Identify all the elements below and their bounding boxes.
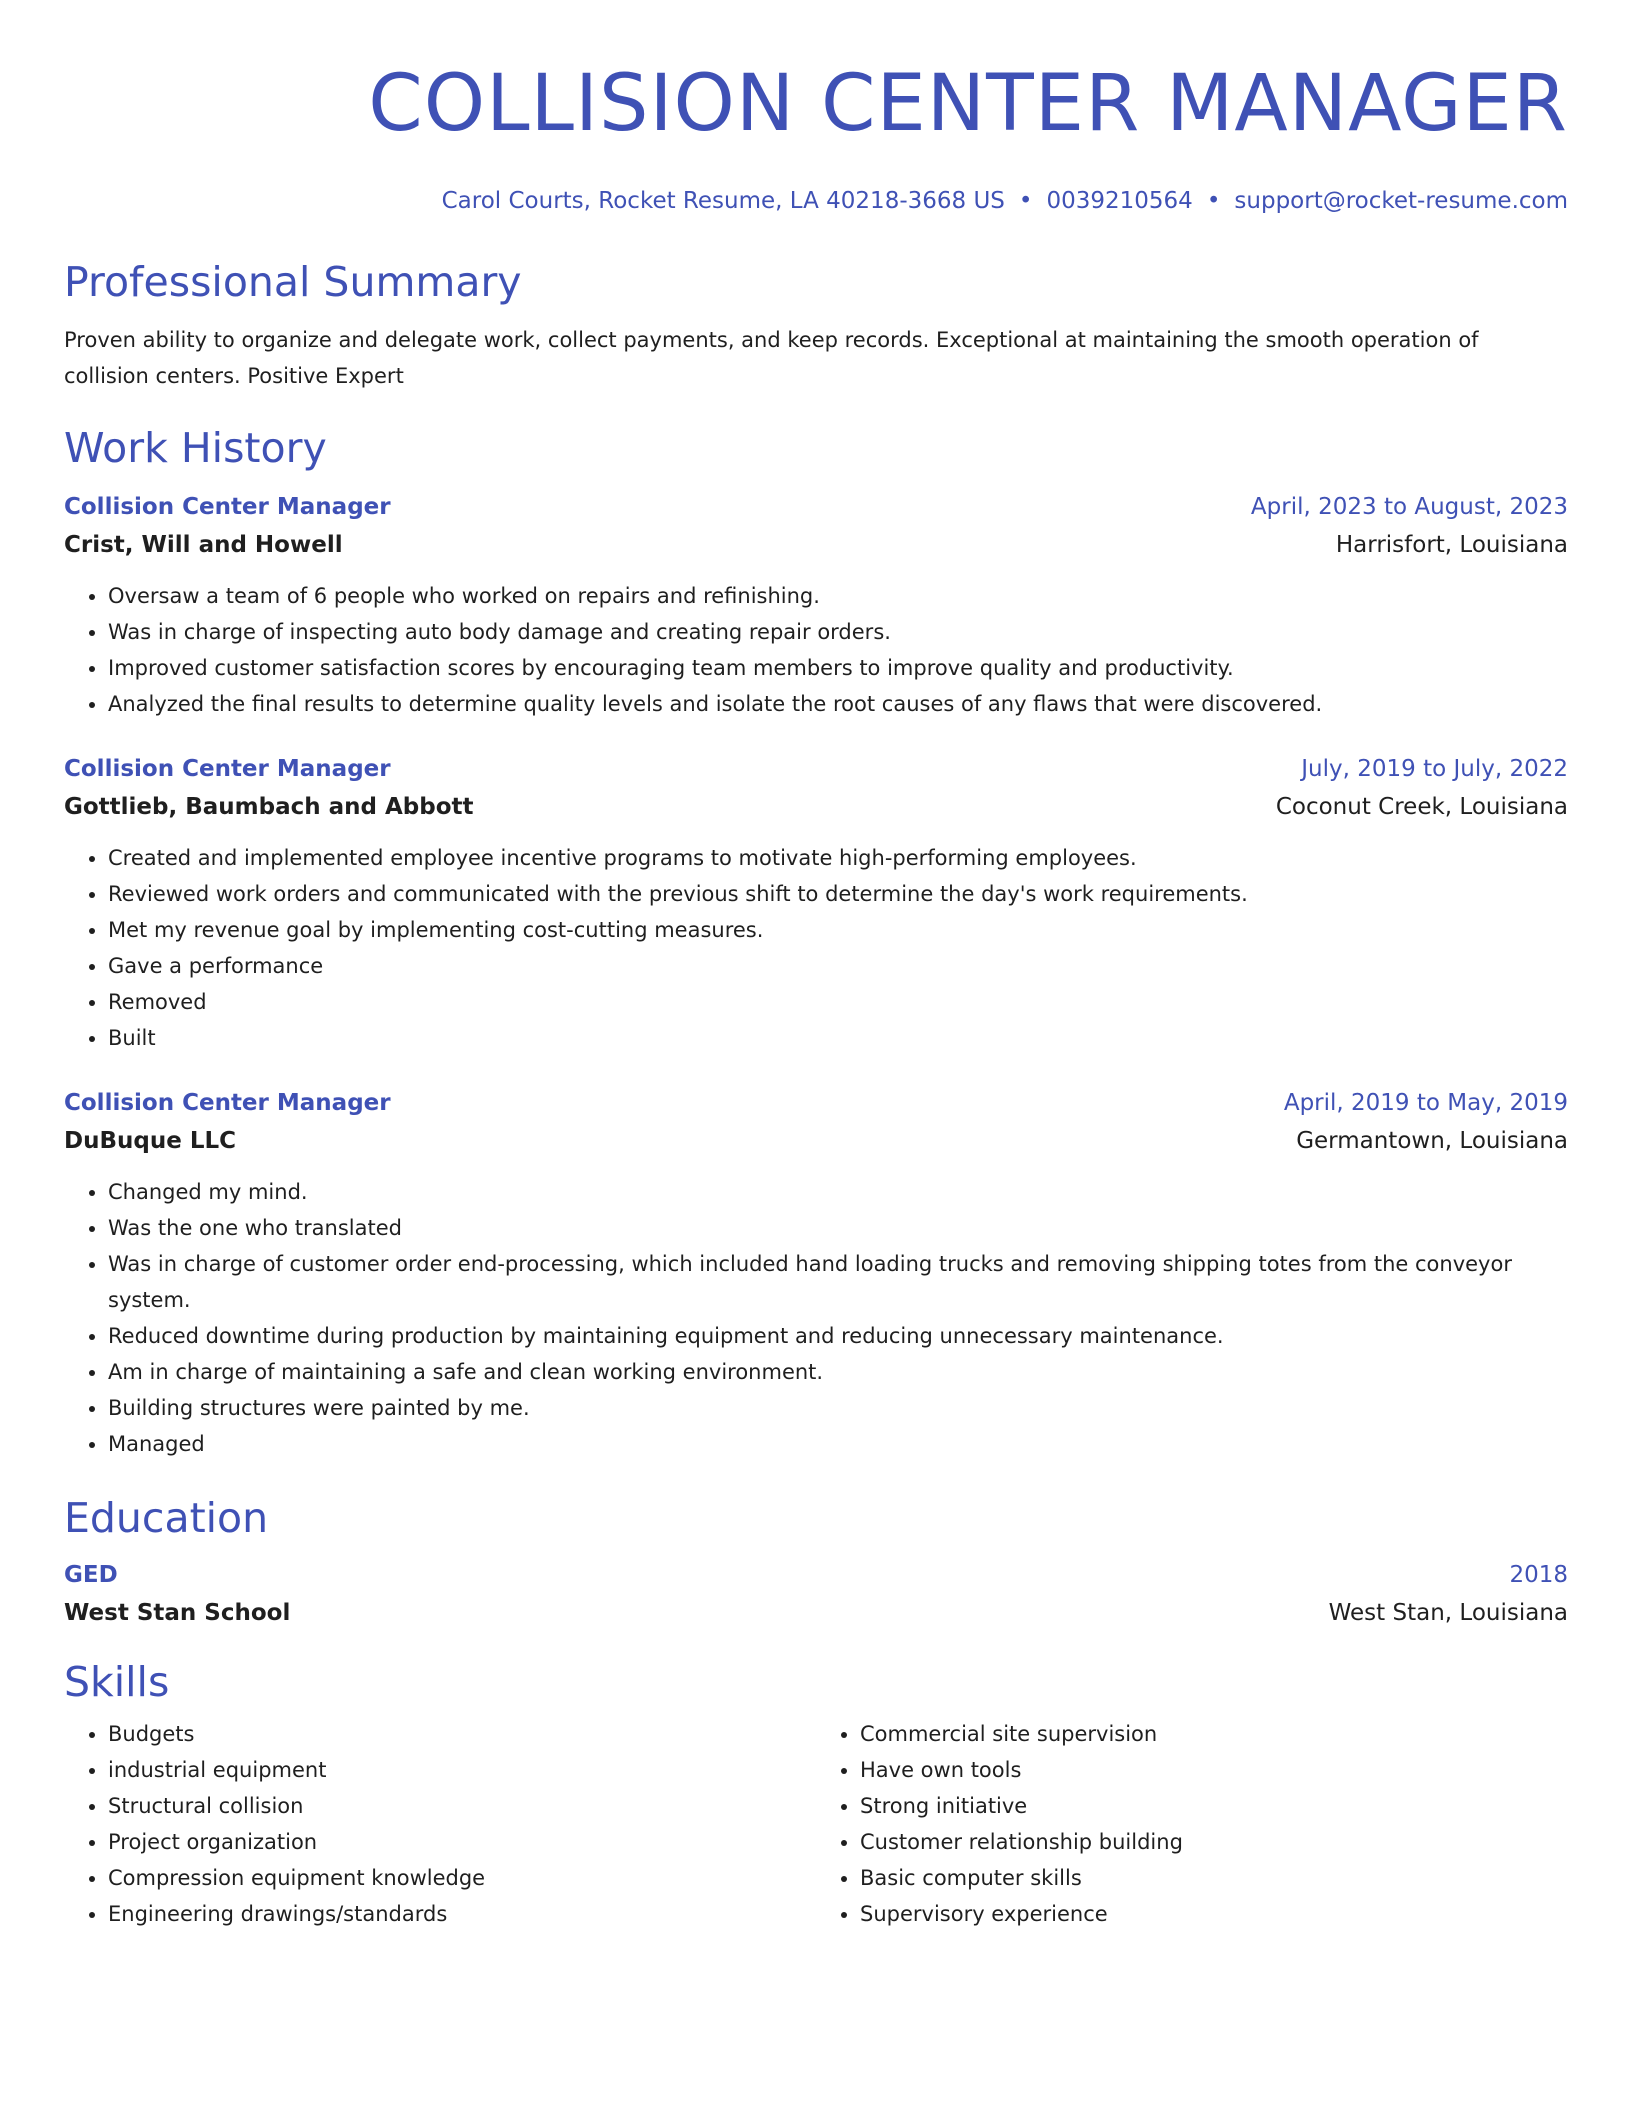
education-degree: GED: [64, 1562, 118, 1588]
skill-item: • Strong initiative: [860, 1788, 1568, 1824]
contact-line: [64, 186, 1568, 216]
list-item: • Created and implemented employee incentive programs to motivate high-performing employees.: [108, 840, 1568, 876]
job-entry: [64, 488, 1568, 722]
list-item: • Analyzed the final results to determine quality levels and isolate the root causes of any flaws that were discovered.: [108, 686, 1568, 722]
list-item: • Gave a performance: [108, 948, 1568, 984]
skills-column-left: [64, 1716, 816, 1932]
job-location: Germantown, Louisiana: [1296, 1128, 1568, 1154]
resume-header: [64, 56, 1568, 216]
job-company: DuBuque LLC: [64, 1128, 237, 1154]
list-item: • Improved customer satisfaction scores by encouraging team members to improve quality and productivity.: [108, 650, 1568, 686]
job-location: Harrisfort, Louisiana: [1335, 532, 1568, 558]
list-item: • Managed: [108, 1426, 1568, 1462]
job-dates: April, 2019 to May, 2019: [1283, 1090, 1568, 1116]
contact-phone: 0039210564: [1046, 188, 1193, 214]
list-item: • Removed: [108, 984, 1568, 1020]
job-bullets: [64, 840, 1568, 1056]
skills-column-right: [816, 1716, 1568, 1932]
resume-name: COLLISION CENTER MANAGER: [368, 59, 1568, 149]
list-item: • Was in charge of inspecting auto body damage and creating repair orders.: [108, 614, 1568, 650]
section-title-work-history: Work History: [64, 424, 327, 472]
skills-list: [64, 1716, 1568, 1932]
skill-item: • Customer relationship building: [860, 1824, 1568, 1860]
job-dates: April, 2023 to August, 2023: [1250, 494, 1568, 520]
skill-item: • Budgets: [108, 1716, 816, 1752]
contact-separator: •: [1206, 188, 1221, 214]
education-year: 2018: [1509, 1562, 1568, 1588]
education-entry: [64, 1556, 1568, 1632]
skill-item: • Commercial site supervision: [860, 1716, 1568, 1752]
list-item: • Changed my mind.: [108, 1174, 1568, 1210]
contact-email: support@rocket-resume.com: [1234, 188, 1568, 214]
list-item: • Met my revenue goal by implementing cost-cutting measures.: [108, 912, 1568, 948]
skill-item: • Project organization: [108, 1824, 816, 1860]
section-title-education: Education: [64, 1494, 269, 1542]
list-item: • Was the one who translated: [108, 1210, 1568, 1246]
job-company: Gottlieb, Baumbach and Abbott: [64, 794, 474, 820]
skill-item: • Structural collision: [108, 1788, 816, 1824]
list-item: • Was in charge of customer order end-processing, which included hand loading trucks and removing shipping totes from the conveyor system.: [108, 1246, 1568, 1318]
job-bullets: [64, 1174, 1568, 1462]
job-company: Crist, Will and Howell: [64, 532, 343, 558]
skill-item: • Engineering drawings/standards: [108, 1896, 816, 1932]
job-title: Collision Center Manager: [64, 1090, 391, 1116]
skill-item: • Have own tools: [860, 1752, 1568, 1788]
job-title: Collision Center Manager: [64, 756, 391, 782]
skill-item: • Basic computer skills: [860, 1860, 1568, 1896]
skill-item: • industrial equipment: [108, 1752, 816, 1788]
list-item: • Oversaw a team of 6 people who worked on repairs and refinishing.: [108, 578, 1568, 614]
job-entry: [64, 1084, 1568, 1462]
list-item: • Building structures were painted by me.: [108, 1390, 1568, 1426]
list-item: • Reduced downtime during production by maintaining equipment and reducing unnecessary maintenance.: [108, 1318, 1568, 1354]
contact-address: Carol Courts, Rocket Resume, LA 40218-3668 US: [441, 188, 1005, 214]
skill-item: • Supervisory experience: [860, 1896, 1568, 1932]
list-item: • Reviewed work orders and communicated with the previous shift to determine the day's work requirements.: [108, 876, 1568, 912]
list-item: • Built: [108, 1020, 1568, 1056]
skill-item: • Compression equipment knowledge: [108, 1860, 816, 1896]
list-item: • Am in charge of maintaining a safe and clean working environment.: [108, 1354, 1568, 1390]
job-entry: [64, 750, 1568, 1056]
job-location: Coconut Creek, Louisiana: [1275, 794, 1568, 820]
contact-separator: •: [1018, 188, 1033, 214]
section-title-summary: Professional Summary: [64, 258, 522, 306]
education-location: West Stan, Louisiana: [1328, 1600, 1568, 1626]
summary-text: Proven ability to organize and delegate work, collect payments, and keep records. Exceptional at maintaining the smooth operation of collision centers. Positive Expert: [64, 328, 1479, 388]
section-title-skills: Skills: [64, 1658, 170, 1706]
job-dates: July, 2019 to July, 2022: [1301, 756, 1568, 782]
job-title: Collision Center Manager: [64, 494, 391, 520]
education-school: West Stan School: [64, 1600, 291, 1626]
job-bullets: [64, 578, 1568, 722]
